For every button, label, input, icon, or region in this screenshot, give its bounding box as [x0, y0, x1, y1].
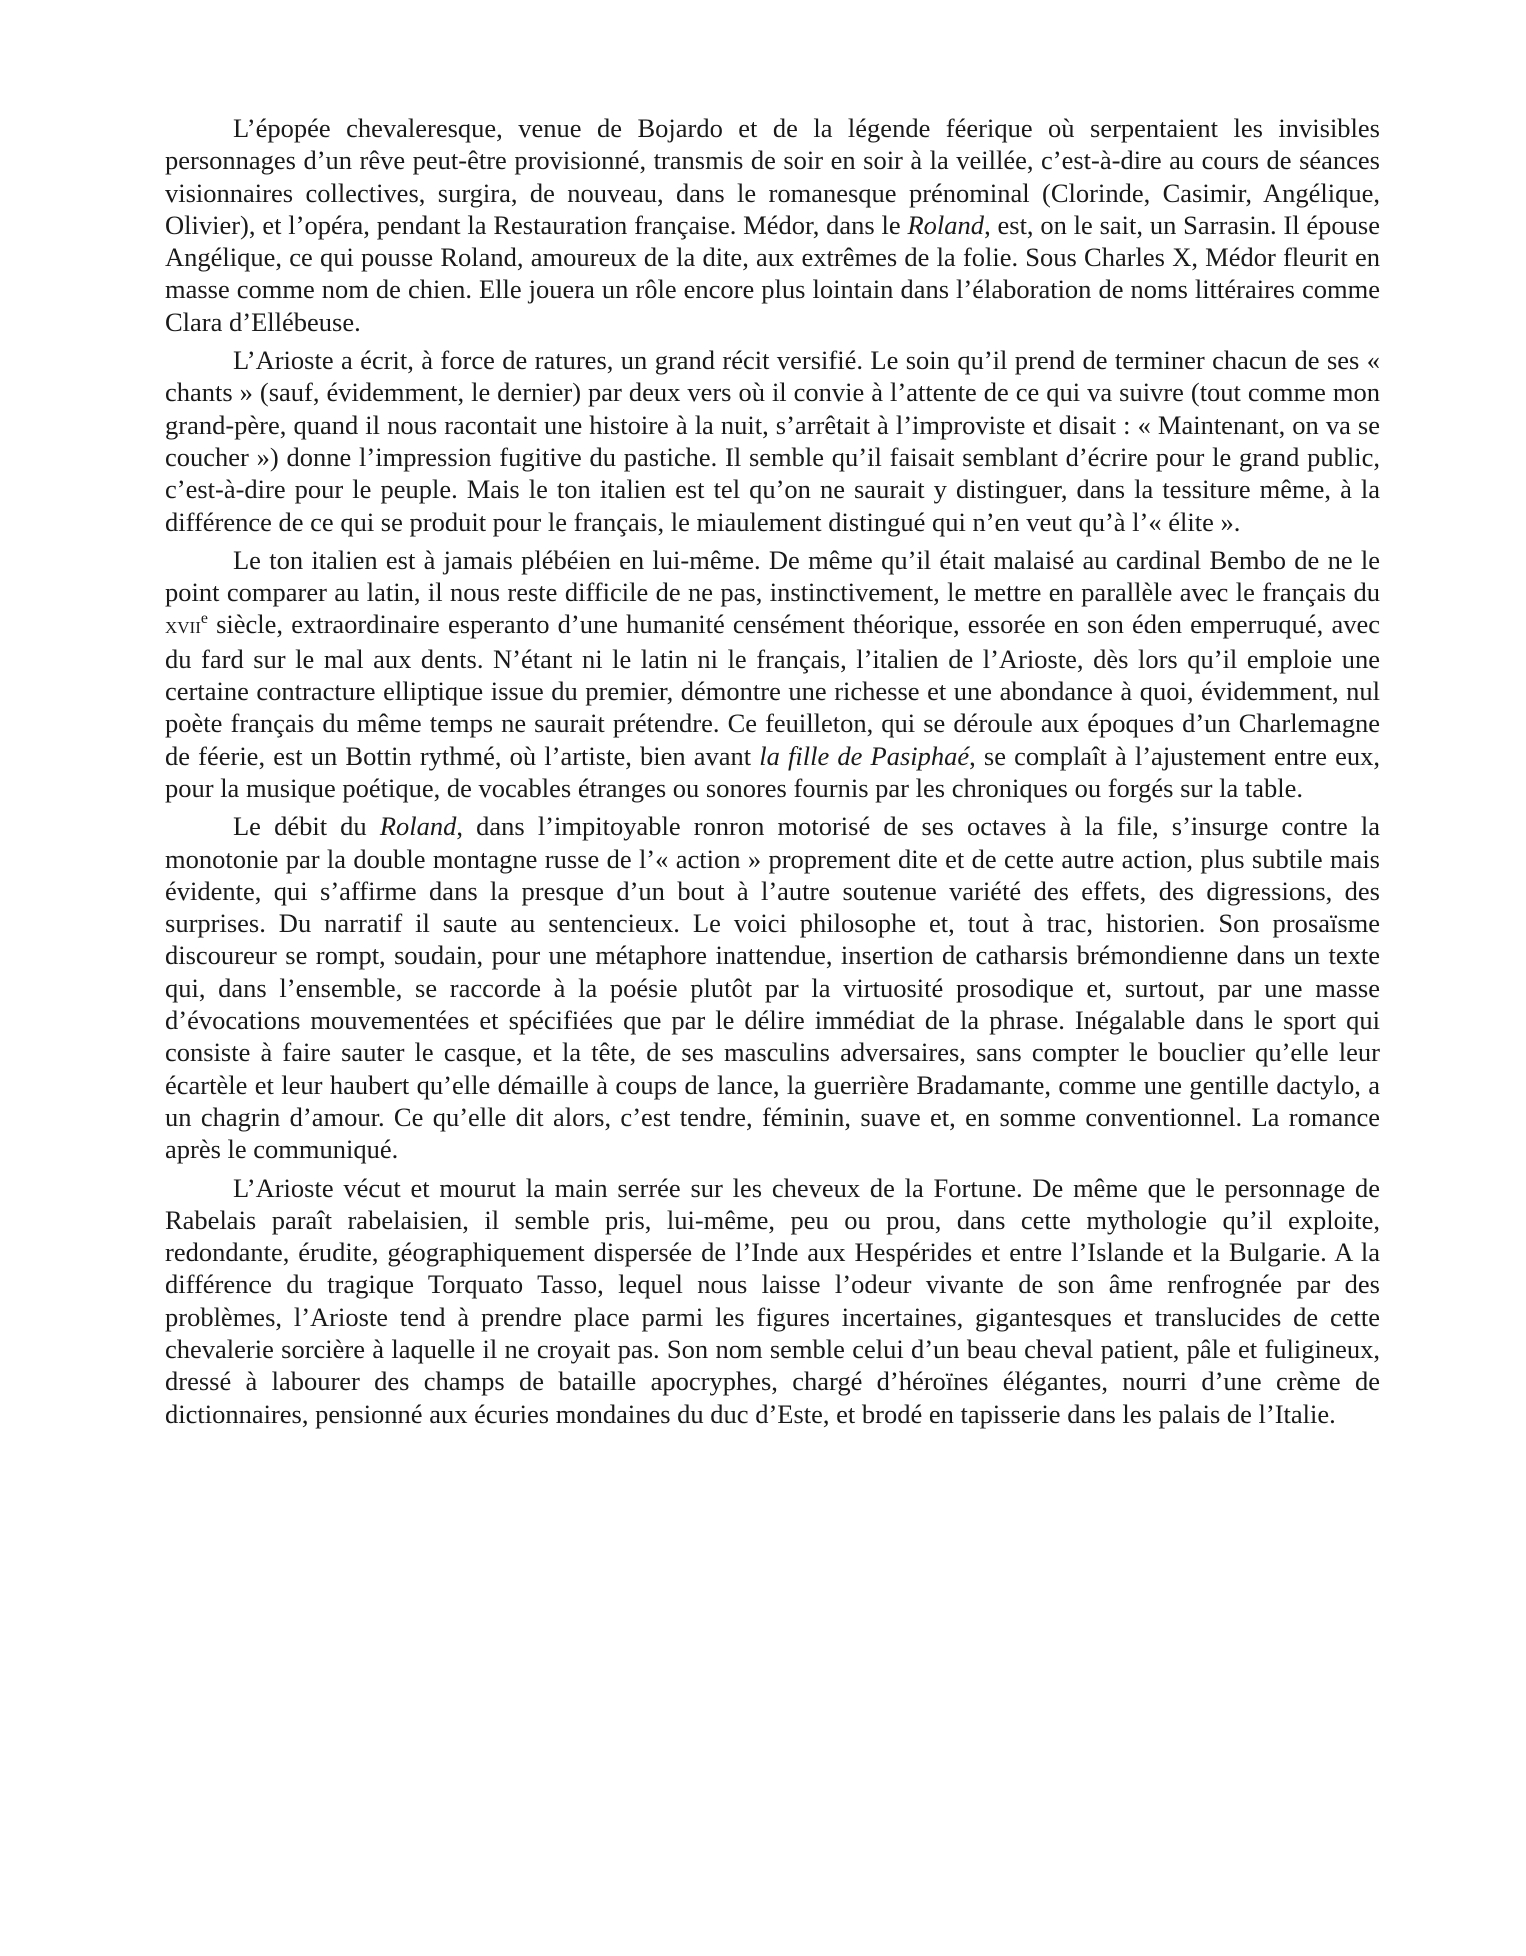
italic-title: Roland	[907, 209, 985, 240]
italic-title: la fille de Pasiphaé	[759, 740, 970, 771]
italic-title: Roland	[379, 811, 457, 842]
text-run: L’épopée chevaleresque, venue de Bojardo et de la légende féerique où serpentaient les invisibles personnages d’un rêve peut-être provisionné, transmis de soir en soir à la veillée, c’est-à-dire au cours de séances visionnaires collectives, surgira, de nouveau, dans le romanesque prénominal (Clorinde, Casimir, Angélique, Olivier), et l’opéra, pendant la Restauration française. Médor, dans le	[165, 113, 1380, 240]
paragraph	[165, 112, 1380, 338]
text-run: L’Arioste a écrit, à force de ratures, un grand récit versifié. Le soin qu’il prend de terminer chacun de ses « chants » (sauf, évidemment, le dernier) par deux vers où il convie à l’attente de ce qui va suivre (tout comme mon grand-père, quand il nous racontait une histoire à la nuit, s’arrêtait à l’improviste et disait : « Maintenant, on va se coucher ») donne l’impression fugitive du pastiche. Il semble qu’il faisait semblant d’écrire pour le grand public, c’est-à-dire pour le peuple. Mais le ton italien est tel qu’on ne saurait y distinguer, dans la tessiture même, à la différence de ce qui se produit pour le français, le miaulement distingué qui n’en veut qu’à l’« élite ».	[165, 345, 1380, 537]
text-run: Le ton italien est à jamais plébéien en lui-même. De même qu’il était malaisé au cardinal Bembo de ne le point comparer au latin, il nous reste difficile de ne pas, instinctivement, le mettre en parallèle avec le français du	[165, 544, 1380, 608]
text-run: L’Arioste vécut et mourut la main serrée sur les cheveux de la Fortune. De même que le personnage de Rabelais paraît rabelaisien, il semble pris, lui-même, peu ou prou, dans cette mythologie qu’il exploite, redondante, érudite, géographiquement dispersée de l’Inde aux Hespérides et entre l’Islande et la Bulgarie. A la différence du tragique Torquato Tasso, lequel nous laisse l’odeur vivante de son âme renfrognée par des problèmes, l’Arioste tend à prendre place parmi les figures incertaines, gigantesques et translucides de cette chevalerie sorcière à laquelle il ne croyait pas. Son nom semble celui d’un beau cheval patient, pâle et fuligineux, dressé à labourer des champs de bataille apocryphes, chargé d’héroïnes élégantes, nourri d’une crème de dictionnaires, pensionné aux écuries mondaines du duc d’Este, et brodé en tapisserie dans les palais de l’Italie.	[165, 1172, 1380, 1429]
paragraph	[165, 344, 1380, 538]
paragraph	[165, 1172, 1380, 1430]
text-run: , est, on le sait, un Sarrasin. Il épouse Angélique, ce qui pousse Roland, amoureux de la dite, aux extrêmes de la folie. Sous Charles X, Médor fleurit en masse comme nom de chien. Elle jouera un rôle encore plus lointain dans l’élaboration de noms littéraires comme Clara d’Ellébeuse.	[165, 209, 1381, 337]
century-numeral: xvii	[165, 612, 201, 640]
paragraph	[165, 810, 1380, 1165]
paragraph	[165, 544, 1380, 804]
document-page	[165, 112, 1380, 1430]
text-run: siècle, extraordinaire esperanto d’une humanité censément théorique, essorée en son éden emperruqué, avec du fard sur le mal aux dents. N’étant ni le latin ni le français, l’italien de l’Arioste, dès lors qu’il emploie une certaine contracture elliptique issue du premier, démontre une richesse et une abondance à quoi, évidemment, nul poète français du même temps ne saurait prétendre. Ce feuilleton, qui se déroule aux époques d’un Charlemagne de féerie, est un Bottin rythmé, où l’artiste, bien avant	[165, 609, 1380, 771]
text-run: Le débit du	[233, 811, 380, 842]
century-superscript: e	[200, 610, 208, 628]
text-run: , dans l’impitoyable ronron motorisé de ses octaves à la file, s’insurge contre la monotonie par la double montagne russe de l’« action » proprement dite et de cette autre action, plus subtile mais évidente, qui s’affirme dans la presque d’un bout à l’autre soutenue variété des effets, des digressions, des surprises. Du narratif il saute au sentencieux. Le voici philosophe et, tout à trac, historien. Son prosaïsme discoureur se rompt, soudain, pour une métaphore inattendue, insertion de catharsis brémondienne dans un texte qui, dans l’ensemble, se raccorde à la poésie plutôt par la virtuosité prosodique et, surtout, par une masse d’évocations mouvementées et spécifiées que par le délire immédiat de la phrase. Inégalable dans le sport qui consiste à faire sauter le casque, et la tête, de ses masculins adversaires, sans compter le bouclier qu’elle leur écartèle et leur haubert qu’elle démaille à coups de lance, la guerrière Bradamante, comme une gentille dactylo, a un chagrin d’amour. Ce qu’elle dit alors, c’est tendre, féminin, suave et, en somme conventionnel. La romance après le communiqué.	[165, 811, 1380, 1165]
text-run: , se complaît à l’ajustement entre eux, pour la musique poétique, de vocables étranges ou sonores fournis par les chroniques ou forgés sur la table.	[165, 740, 1380, 803]
